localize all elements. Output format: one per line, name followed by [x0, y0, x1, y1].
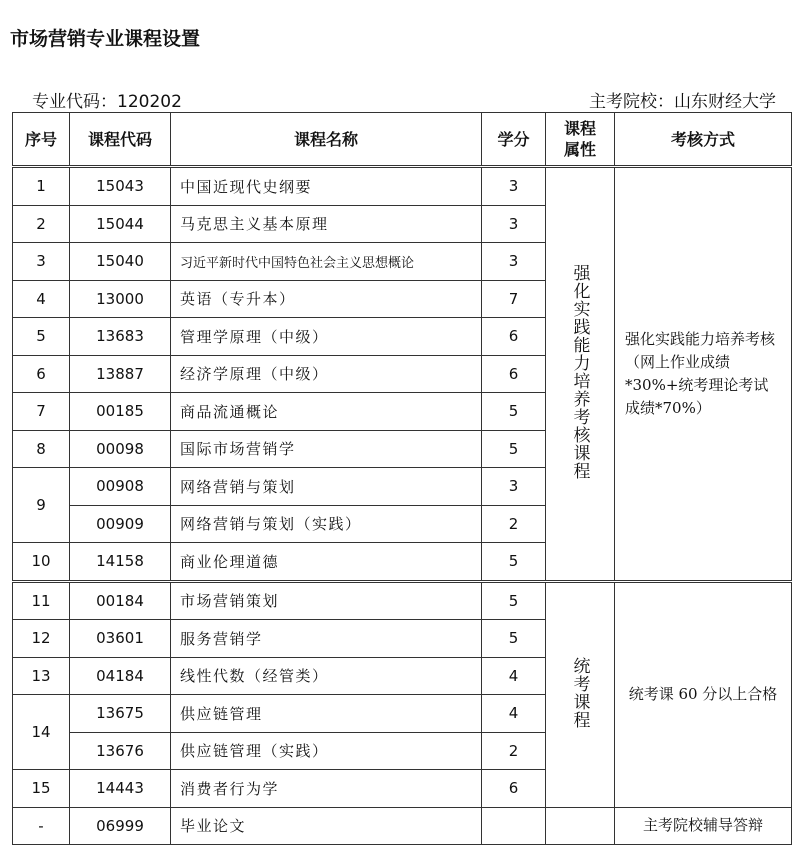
row-seq: -: [13, 807, 70, 845]
row-name: 市场营销策划: [171, 581, 482, 620]
header-attr-line2: 属性: [563, 140, 596, 159]
row-name: 服务营销学: [171, 620, 482, 658]
row-seq: 9: [13, 468, 70, 543]
row-seq: 10: [13, 543, 70, 582]
row-credit: 2: [482, 732, 546, 770]
group2-method: 统考课 60 分以上合格: [615, 581, 792, 807]
row-seq: 13: [13, 657, 70, 695]
row-seq: 1: [13, 167, 70, 206]
row-code: 03601: [70, 620, 171, 658]
row-credit: 7: [482, 280, 546, 318]
row-seq: 12: [13, 620, 70, 658]
row-name: 毕业论文: [171, 807, 482, 845]
row-seq: 2: [13, 205, 70, 243]
row-credit: 3: [482, 205, 546, 243]
row-seq: 4: [13, 280, 70, 318]
row-credit: 2: [482, 505, 546, 543]
row-name: 国际市场营销学: [171, 430, 482, 468]
group1-method: 强化实践能力培养考核（网上作业成绩*30%+统考理论考试成绩*70%）: [615, 167, 792, 582]
row-seq: 14: [13, 695, 70, 770]
row-seq: 8: [13, 430, 70, 468]
row-credit: [482, 807, 546, 845]
row-code: 13675: [70, 695, 171, 733]
final-attr: [546, 807, 615, 845]
row-code: 00909: [70, 505, 171, 543]
row-credit: 6: [482, 770, 546, 808]
row-name: 商品流通概论: [171, 393, 482, 431]
row-code: 14443: [70, 770, 171, 808]
row-code: 15043: [70, 167, 171, 206]
row-seq: 11: [13, 581, 70, 620]
row-code: 13887: [70, 355, 171, 393]
row-credit: 6: [482, 355, 546, 393]
row-credit: 4: [482, 657, 546, 695]
row-seq: 7: [13, 393, 70, 431]
table-header-row: [13, 113, 792, 167]
row-code: 00908: [70, 468, 171, 506]
row-credit: 4: [482, 695, 546, 733]
group2-attr: [546, 581, 615, 807]
row-credit: 5: [482, 581, 546, 620]
header-method: 考核方式: [615, 113, 792, 167]
group1-attr: [546, 167, 615, 582]
course-table: [12, 112, 792, 845]
row-name: 管理学原理（中级）: [171, 318, 482, 356]
row-credit: 5: [482, 620, 546, 658]
row-credit: 3: [482, 243, 546, 281]
row-credit: 3: [482, 167, 546, 206]
row-name: 网络营销与策划（实践）: [171, 505, 482, 543]
row-credit: 6: [482, 318, 546, 356]
row-code: 15040: [70, 243, 171, 281]
row-seq: 3: [13, 243, 70, 281]
header-name: 课程名称: [171, 113, 482, 167]
row-seq: 5: [13, 318, 70, 356]
table-row: [13, 807, 792, 845]
row-credit: 3: [482, 468, 546, 506]
group1-attr-text: 强化实践能力培养考核课程: [569, 263, 590, 480]
row-seq: 6: [13, 355, 70, 393]
row-name: 网络营销与策划: [171, 468, 482, 506]
row-name: 习近平新时代中国特色社会主义思想概论: [171, 243, 482, 281]
exam-school: 主考院校：山东财经大学: [589, 92, 776, 112]
document-title: 市场营销专业课程设置: [10, 28, 201, 50]
header-attr: [546, 113, 615, 167]
row-credit: 5: [482, 543, 546, 582]
row-code: 13000: [70, 280, 171, 318]
group2-attr-text: 统考课程: [569, 656, 590, 729]
row-credit: 5: [482, 393, 546, 431]
row-code: 00184: [70, 581, 171, 620]
table-row: [13, 581, 792, 620]
row-code: 04184: [70, 657, 171, 695]
row-name: 消费者行为学: [171, 770, 482, 808]
row-name: 供应链管理: [171, 695, 482, 733]
table-row: [13, 167, 792, 206]
row-code: 06999: [70, 807, 171, 845]
row-code: 14158: [70, 543, 171, 582]
final-method: 主考院校辅导答辩: [615, 807, 792, 845]
row-name: 中国近现代史纲要: [171, 167, 482, 206]
header-attr-line1: 课程: [563, 119, 596, 138]
row-credit: 5: [482, 430, 546, 468]
header-code: 课程代码: [70, 113, 171, 167]
major-code: 专业代码：120202: [32, 92, 182, 112]
row-code: 15044: [70, 205, 171, 243]
row-name: 马克思主义基本原理: [171, 205, 482, 243]
row-name: 商业伦理道德: [171, 543, 482, 582]
header-credit: 学分: [482, 113, 546, 167]
row-name: 经济学原理（中级）: [171, 355, 482, 393]
row-code: 13683: [70, 318, 171, 356]
row-code: 00185: [70, 393, 171, 431]
row-name: 线性代数（经管类）: [171, 657, 482, 695]
row-seq: 15: [13, 770, 70, 808]
header-seq: 序号: [13, 113, 70, 167]
row-name: 英语（专升本）: [171, 280, 482, 318]
row-name: 供应链管理（实践）: [171, 732, 482, 770]
row-code: 00098: [70, 430, 171, 468]
row-code: 13676: [70, 732, 171, 770]
